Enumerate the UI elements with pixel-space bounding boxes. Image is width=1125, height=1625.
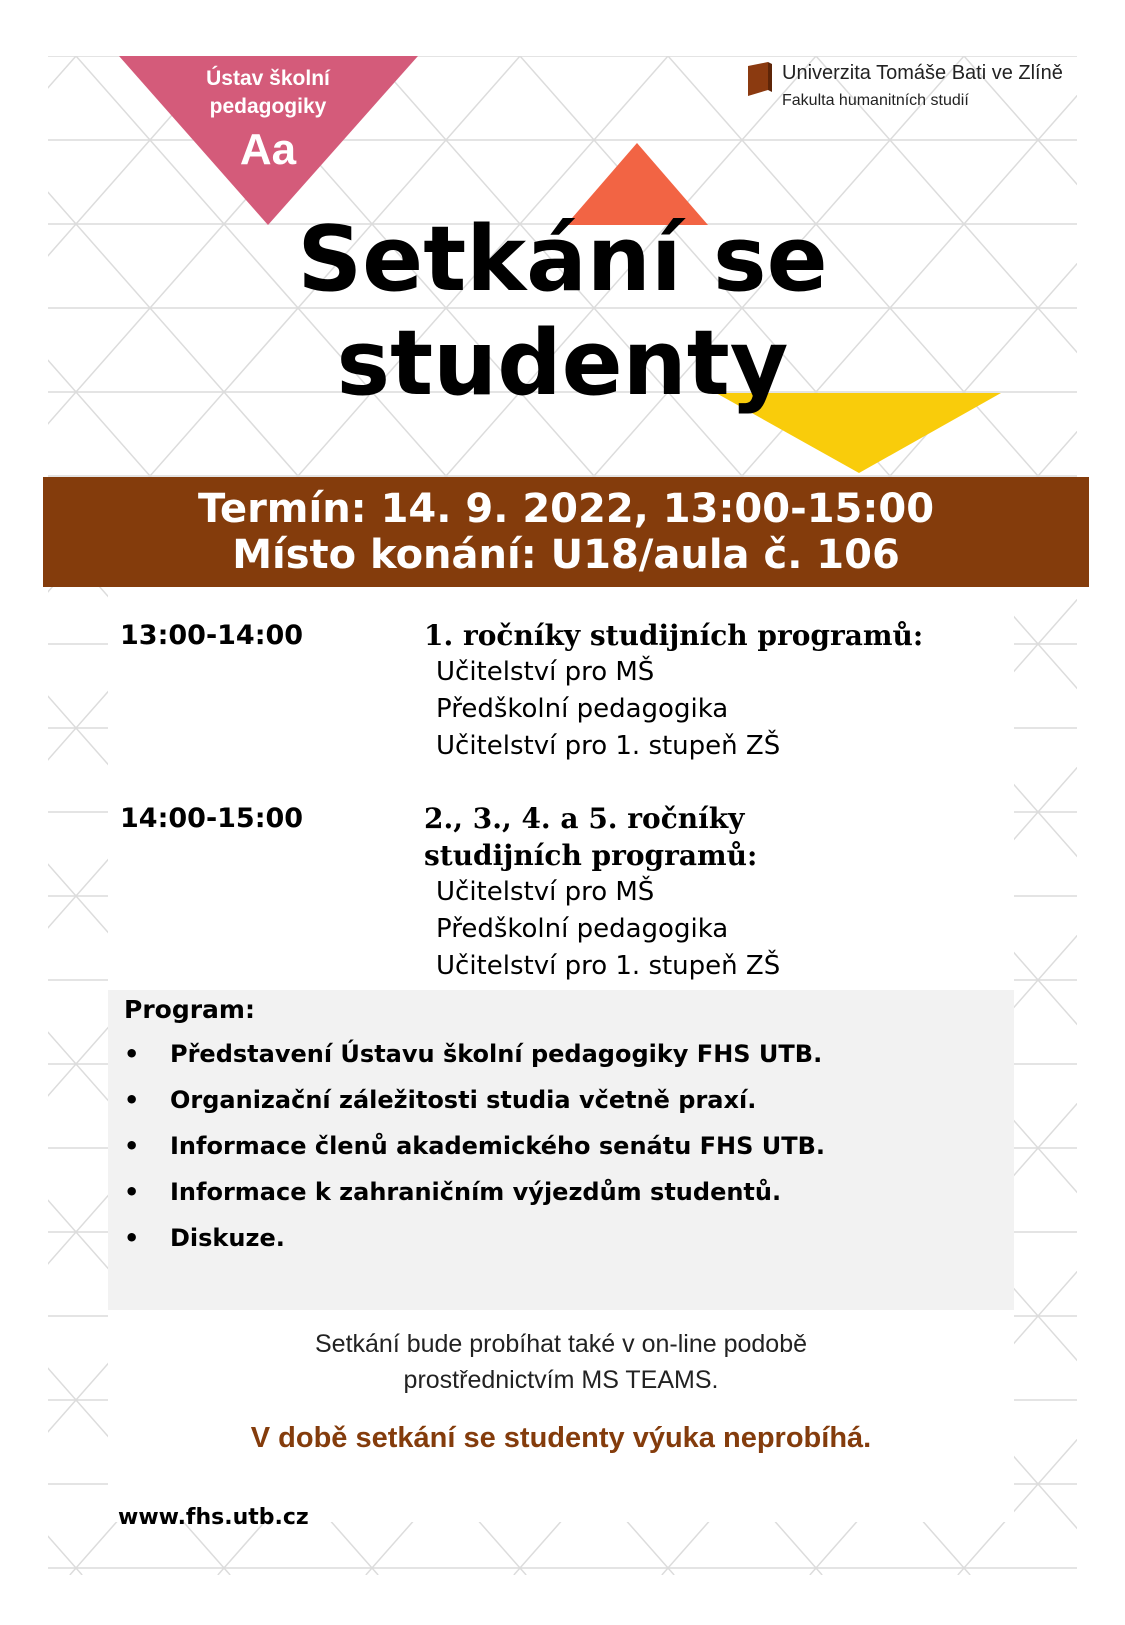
date-line: Termín: 14. 9. 2022, 13:00-15:00	[197, 486, 935, 532]
slot-1-program-3: Učitelství pro 1. stupeň ZŠ	[436, 731, 781, 761]
slot-2-program-3: Učitelství pro 1. stupeň ZŠ	[436, 951, 781, 981]
program-item	[124, 1086, 756, 1114]
program-item	[124, 1132, 825, 1160]
badge-mark: Aa	[239, 125, 297, 174]
date-location-bar	[43, 477, 1089, 587]
slot-2-time: 14:00-15:00	[120, 803, 304, 834]
online-note-line-2: prostřednictvím MS TEAMS.	[403, 1366, 719, 1394]
no-classes-warning: V době setkání se studenty výuka neprobíhá.	[250, 1422, 872, 1454]
title-line-2: studenty	[336, 311, 789, 416]
page-title	[0, 208, 1125, 416]
university-name: Univerzita Tomáše Bati ve Zlíně	[782, 62, 1063, 84]
program-item-text: Informace členů akademického senátu FHS UTB.	[170, 1132, 826, 1160]
online-note-line-1: Setkání bude probíhat také v on-line podobě	[314, 1330, 808, 1358]
location-line: Místo konání: U18/aula č. 106	[232, 532, 900, 578]
program-item-text: Organizační záležitosti studia včetně praxí.	[170, 1086, 757, 1114]
program-title: Program:	[124, 995, 255, 1024]
program-item	[124, 1040, 822, 1068]
program-item-text: Představení Ústavu školní pedagogiky FHS UTB.	[170, 1040, 823, 1068]
slot-2-heading-line-2: studijních programů:	[424, 839, 758, 872]
bullet: •	[124, 1224, 140, 1252]
online-note	[108, 1326, 1014, 1398]
program-item	[124, 1224, 285, 1252]
program-item	[124, 1178, 781, 1206]
institute-badge-label	[168, 65, 368, 121]
slot-2-program-1: Učitelství pro MŠ	[436, 877, 655, 907]
faculty-name: Fakulta humanitních studií	[782, 92, 969, 109]
bullet: •	[124, 1040, 140, 1068]
program-item-text: Diskuze.	[170, 1224, 285, 1252]
slot-1-heading: 1. ročníky studijních programů:	[424, 619, 924, 652]
website-link[interactable]: www.fhs.utb.cz	[118, 1505, 309, 1530]
bullet: •	[124, 1178, 140, 1206]
badge-line-1: Ústav školní	[206, 67, 330, 90]
slot-1-time: 13:00-14:00	[120, 620, 304, 651]
bullet: •	[124, 1086, 140, 1114]
slot-2-heading-line-1: 2., 3., 4. a 5. ročníky	[424, 802, 745, 835]
badge-line-2: pedagogiky	[209, 95, 327, 118]
title-line-1: Setkání se	[297, 207, 828, 312]
program-item-text: Informace k zahraničním výjezdům studentů.	[170, 1178, 782, 1206]
bullet: •	[124, 1132, 140, 1160]
slot-1-program-2: Předškolní pedagogika	[436, 694, 729, 724]
slot-2-program-2: Předškolní pedagogika	[436, 914, 729, 944]
slot-1-program-1: Učitelství pro MŠ	[436, 657, 655, 687]
program-box	[108, 990, 1014, 1310]
book-logo-icon	[748, 62, 772, 96]
